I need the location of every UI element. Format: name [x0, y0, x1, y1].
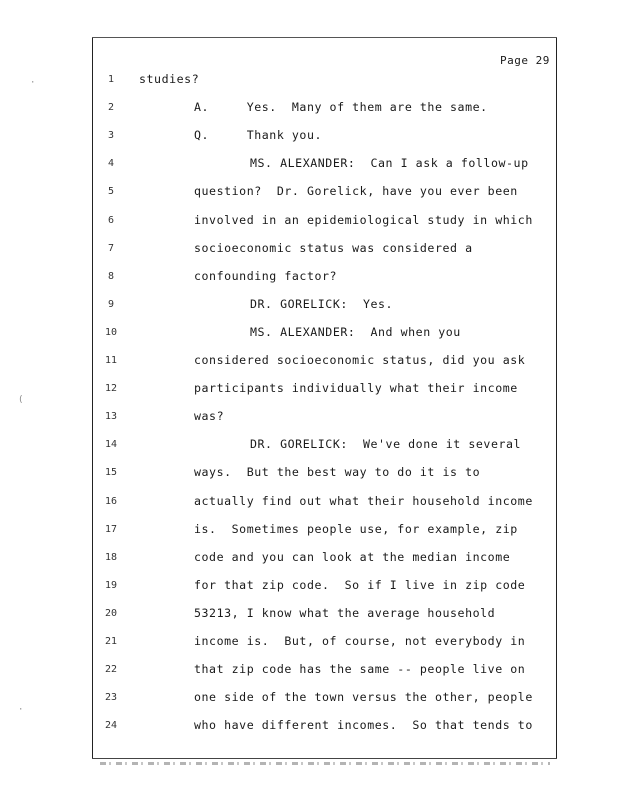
line-number: 6 [107, 214, 115, 226]
line-number: 24 [104, 720, 118, 732]
line-text: considered socioeconomic status, did you ask [194, 353, 526, 367]
line-number: 10 [104, 326, 118, 338]
line-text: A. Yes. Many of them are the same. [194, 100, 488, 115]
line-number: 9 [107, 298, 115, 310]
transcript-line [0, 211, 618, 233]
transcript-line [0, 154, 618, 176]
line-text: 53213, I know what the average household [194, 605, 496, 620]
line-number: 12 [104, 383, 118, 395]
line-text: participants individually what their income [194, 381, 518, 396]
line-text: income is. But, of course, not everybody in [194, 634, 526, 648]
line-text: who have different incomes. So that tends to [194, 718, 533, 733]
line-number: 14 [104, 439, 118, 451]
line-number: 23 [104, 692, 118, 704]
scan-mark: ( [18, 395, 24, 405]
line-number: 5 [107, 186, 115, 198]
line-text: DR. GORELICK: We've done it several [250, 437, 522, 452]
line-text: DR. GORELICK: Yes. [250, 296, 394, 311]
transcript-line [0, 492, 618, 514]
transcript-line [0, 323, 618, 345]
line-text: one side of the town versus the other, people [194, 690, 533, 705]
bottom-rule [92, 758, 557, 759]
transcript-line [0, 520, 618, 542]
line-text: involved in an epidemiological study in which [194, 212, 533, 227]
transcript-line [0, 660, 618, 682]
line-number: 17 [104, 523, 118, 535]
line-text: MS. ALEXANDER: Can I ask a follow-up [250, 156, 529, 171]
transcript-line [0, 351, 618, 373]
line-text: was? [194, 409, 225, 424]
line-number: 8 [107, 270, 115, 282]
line-text: that zip code has the same -- people live on [194, 662, 526, 677]
line-number: 16 [104, 495, 118, 507]
transcript-line [0, 379, 618, 401]
line-number: 22 [104, 664, 118, 676]
transcript-line [0, 267, 618, 289]
transcript-line [0, 604, 618, 626]
transcript-line [0, 463, 618, 485]
line-number: 7 [107, 242, 115, 254]
transcript-line [0, 70, 618, 92]
line-text: socioeconomic status was considered a [194, 240, 473, 255]
line-number: 3 [107, 130, 115, 142]
transcript-line [0, 576, 618, 598]
line-number: 21 [104, 636, 118, 647]
line-number: 11 [104, 355, 118, 366]
transcript-line [0, 98, 618, 120]
transcript-line [0, 632, 618, 654]
transcript-line [0, 126, 618, 148]
line-text: actually find out what their household income [194, 493, 533, 508]
line-text: is. Sometimes people use, for example, zip [194, 521, 518, 536]
line-text: MS. ALEXANDER: And when you [250, 324, 461, 339]
line-number: 2 [107, 102, 115, 114]
line-text: Q. Thank you. [194, 128, 323, 143]
transcript-line [0, 182, 618, 204]
page-number-label: Page 29 [500, 54, 550, 67]
transcript-line [0, 407, 618, 429]
line-number: 4 [107, 158, 115, 170]
transcript-line [0, 295, 618, 317]
transcript-line [0, 435, 618, 457]
transcript-line [0, 716, 618, 738]
line-text: question? Dr. Gorelick, have you ever been [194, 184, 518, 199]
transcript-line [0, 548, 618, 570]
transcript-line [0, 688, 618, 710]
line-number: 18 [104, 551, 118, 563]
scan-mark: · [18, 705, 24, 715]
transcript-line [0, 239, 618, 261]
scan-mark: · [30, 78, 36, 88]
line-text: ways. But the best way to do it is to [194, 465, 481, 480]
top-rule [92, 37, 557, 38]
footer-scan-noise [100, 762, 550, 765]
line-number: 19 [104, 579, 118, 591]
line-text: confounding factor? [194, 268, 338, 283]
line-text: for that zip code. So if I live in zip code [194, 577, 526, 592]
line-number: 15 [104, 467, 118, 479]
line-number: 1 [107, 74, 115, 85]
line-number: 20 [104, 607, 118, 619]
line-text: code and you can look at the median income [194, 549, 511, 564]
line-text: studies? [139, 72, 200, 86]
line-number: 13 [104, 411, 118, 423]
